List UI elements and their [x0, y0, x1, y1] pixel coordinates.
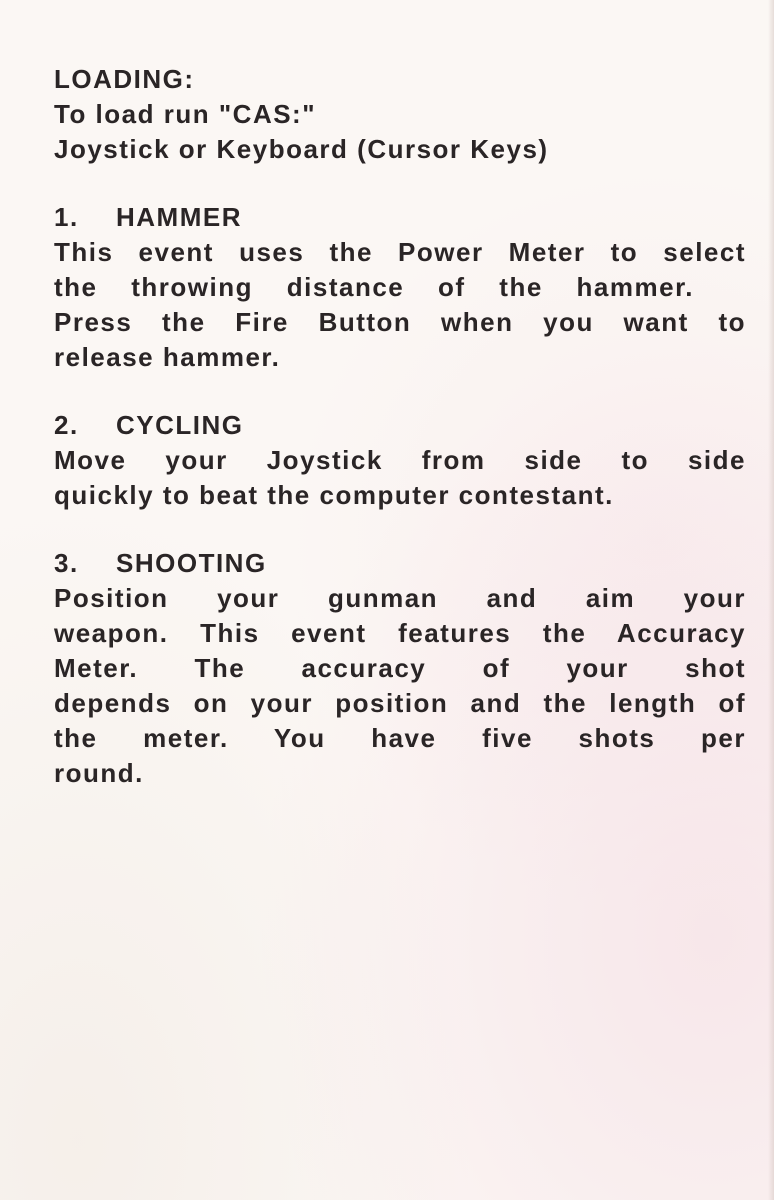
- event-heading: [54, 408, 746, 443]
- event-title: CYCLING: [116, 410, 244, 440]
- loading-controls: Joystick or Keyboard (Cursor Keys): [54, 134, 549, 164]
- event-text-line: Move your Joystick from side to side: [54, 445, 746, 475]
- event-text-line: the meter. You have five shots per: [54, 723, 746, 753]
- event-text-line: Press the Fire Button when you want to: [54, 307, 746, 337]
- event-heading: [54, 546, 746, 581]
- event-text-line: release hammer.: [54, 342, 281, 372]
- event-shooting: [54, 546, 746, 791]
- loading-heading: LOADING:: [54, 64, 195, 94]
- event-cycling: [54, 408, 746, 513]
- event-text-line: round.: [54, 758, 144, 788]
- loading-command: To load run "CAS:": [54, 99, 317, 129]
- event-text-line: weapon. This event features the Accuracy: [54, 618, 746, 648]
- event-text-line: Meter. The accuracy of your shot: [54, 653, 746, 683]
- event-text-line: This event uses the Power Meter to select: [54, 237, 746, 267]
- loading-section: [54, 62, 746, 167]
- event-hammer: [54, 200, 746, 375]
- event-heading: [54, 200, 746, 235]
- event-number: 1.: [54, 202, 79, 232]
- event-text-line: depends on your position and the length of: [54, 688, 746, 718]
- event-title: HAMMER: [116, 202, 242, 232]
- event-number: 2.: [54, 410, 79, 440]
- event-number: 3.: [54, 548, 79, 578]
- event-text-line: Position your gunman and aim your: [54, 583, 746, 613]
- event-text-line: the throwing distance of the hammer.: [54, 272, 694, 302]
- card-edge: [768, 0, 774, 1200]
- event-title: SHOOTING: [116, 548, 267, 578]
- event-text-line: quickly to beat the computer contestant.: [54, 480, 614, 510]
- instructions-page: [54, 62, 746, 791]
